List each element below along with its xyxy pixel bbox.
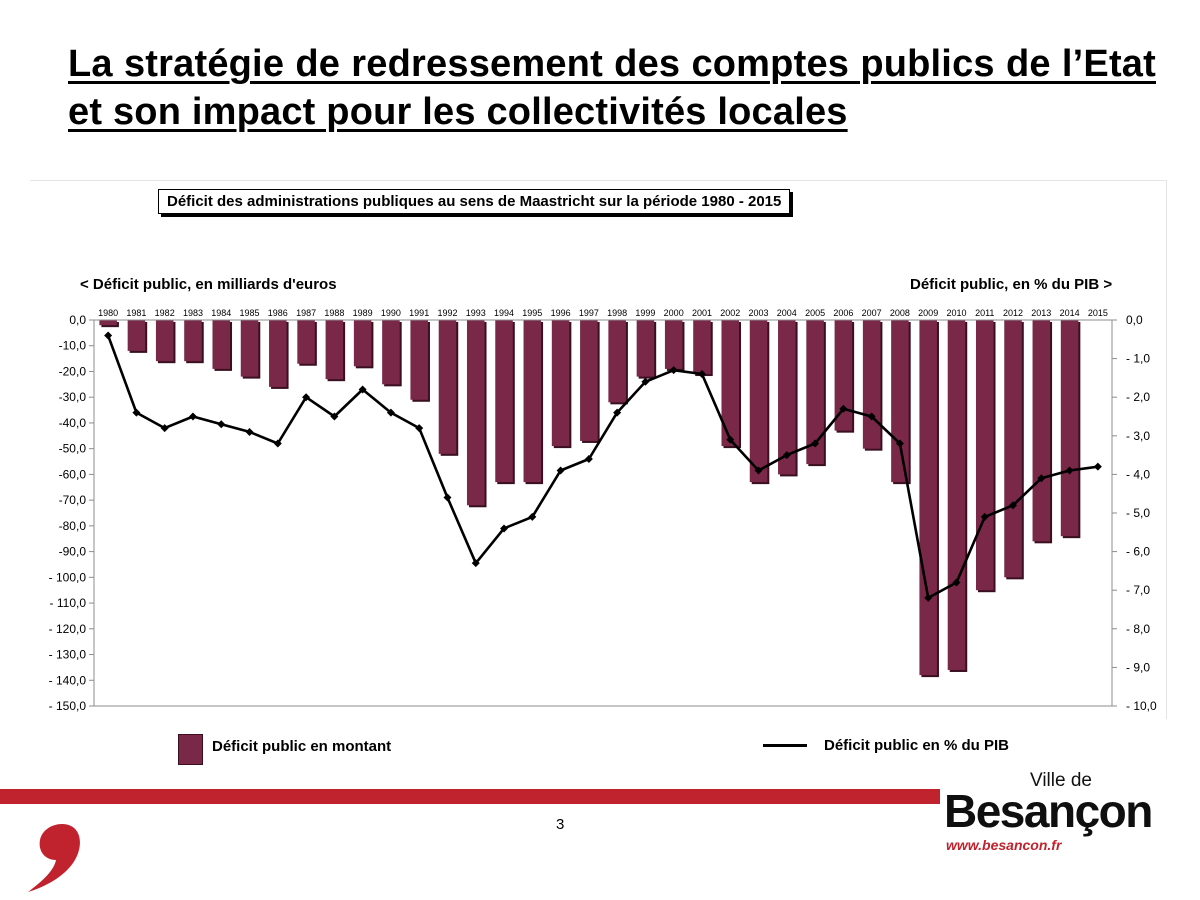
pib-point — [443, 494, 451, 502]
bar — [467, 320, 485, 505]
x-category-label: 2007 — [861, 308, 882, 318]
bar — [835, 320, 853, 431]
y-right-tick-label: - 7,0 — [1126, 583, 1151, 598]
x-category-label: 1995 — [522, 308, 543, 318]
bar — [382, 320, 400, 384]
bar — [580, 320, 598, 441]
y-right-tick-label: - 1,0 — [1126, 351, 1151, 366]
y-left-tick-label: -40,0 — [58, 415, 86, 430]
y-right-tick-label: - 4,0 — [1126, 467, 1151, 482]
x-category-label: 1982 — [154, 308, 175, 318]
x-category-label: 2002 — [720, 308, 741, 318]
y-right-tick-label: 0,0 — [1126, 313, 1143, 327]
bar — [524, 320, 542, 482]
x-category-label: 1997 — [578, 308, 599, 318]
x-category-label: 1999 — [635, 308, 656, 318]
y-left-tick-label: -70,0 — [58, 493, 86, 508]
bar — [552, 320, 570, 446]
bar — [99, 320, 117, 325]
slide-title: La stratégie de redressement des comptes publics de l’Etat et son impact pour les collectivités locales — [68, 43, 1156, 133]
bar — [608, 320, 626, 402]
x-category-label: 2005 — [805, 308, 826, 318]
y-right-tick-label: - 9,0 — [1126, 660, 1151, 675]
y-right-tick-label: - 5,0 — [1126, 506, 1151, 520]
bar — [297, 320, 315, 364]
bar — [750, 320, 768, 482]
legend-line-swatch — [763, 744, 807, 747]
bar — [212, 320, 230, 369]
y-left-tick-label: -10,0 — [58, 338, 86, 353]
y-left-tick-label: - 120,0 — [48, 621, 86, 636]
x-category-label: 2008 — [889, 308, 910, 318]
bar — [948, 320, 966, 670]
pib-point — [217, 420, 225, 428]
y-left-tick-label: -90,0 — [58, 544, 86, 559]
x-category-label: 1988 — [324, 308, 345, 318]
y-right-tick-label: - 8,0 — [1126, 621, 1151, 636]
x-category-label: 1986 — [267, 308, 288, 318]
x-category-label: 2015 — [1087, 308, 1108, 318]
y-left-tick-label: - 110,0 — [49, 596, 86, 611]
x-category-label: 1987 — [296, 308, 317, 318]
x-category-label: 1998 — [607, 308, 628, 318]
y-left-tick-label: 0,0 — [69, 313, 86, 327]
y-right-tick-label: - 3,0 — [1126, 428, 1151, 443]
bar — [156, 320, 174, 361]
chart-title: Déficit des administrations publiques au sens de Maastricht sur la période 1980 - 2015 — [158, 189, 790, 214]
bar — [495, 320, 513, 482]
x-category-label: 1992 — [437, 308, 458, 318]
bar — [439, 320, 457, 454]
x-category-label: 2011 — [975, 308, 995, 318]
y-left-tick-label: -50,0 — [58, 441, 86, 456]
pib-point — [104, 331, 112, 339]
x-category-label: 2003 — [748, 308, 769, 318]
x-category-label: 1994 — [494, 308, 515, 318]
y-right-tick-label: - 2,0 — [1126, 390, 1151, 405]
y-axis-right-label: Déficit public, en % du PIB > — [910, 276, 1113, 293]
x-category-label: 2010 — [946, 308, 967, 318]
pib-point — [1094, 463, 1102, 471]
bar — [1033, 320, 1051, 541]
page-number: 3 — [556, 816, 565, 833]
legend-bar-swatch — [178, 734, 203, 765]
x-category-label: 2014 — [1059, 308, 1080, 318]
y-left-tick-label: -80,0 — [58, 518, 86, 533]
bar — [919, 320, 937, 675]
pib-point — [246, 428, 254, 436]
y-right-tick-label: - 10,0 — [1126, 699, 1157, 713]
x-category-label: 1996 — [550, 308, 571, 318]
x-category-label: 1990 — [380, 308, 401, 318]
x-category-label: 1981 — [126, 308, 147, 318]
bar — [1004, 320, 1022, 577]
y-left-tick-label: - 140,0 — [48, 673, 86, 688]
x-category-label: 1980 — [98, 308, 119, 318]
bar — [354, 320, 372, 366]
y-axis-left-label: < Déficit public, en milliards d'euros — [80, 276, 337, 293]
bar — [891, 320, 909, 482]
legend-line-label: Déficit public en % du PIB — [824, 737, 1010, 754]
bar — [693, 320, 711, 374]
pib-point — [189, 413, 197, 421]
y-left-tick-label: -30,0 — [58, 390, 86, 405]
bar — [326, 320, 344, 379]
bar — [241, 320, 259, 377]
bar — [184, 320, 202, 361]
x-category-label: 1983 — [182, 308, 203, 318]
bar — [637, 320, 655, 377]
bar — [976, 320, 994, 590]
logo-ville-de: Ville de — [1030, 770, 1092, 791]
comma-logo-icon — [22, 820, 86, 896]
logo-besancon: Besançon — [944, 785, 1152, 837]
x-category-label: 2000 — [663, 308, 684, 318]
legend-bar-label: Déficit public en montant — [212, 738, 392, 755]
y-left-tick-label: - 150,0 — [48, 699, 86, 713]
footer-red-bar — [0, 789, 940, 804]
x-category-label: 2004 — [776, 308, 797, 318]
x-category-label: 2012 — [1003, 308, 1024, 318]
x-category-label: 1984 — [211, 308, 232, 318]
bar — [128, 320, 146, 351]
y-right-tick-label: - 6,0 — [1126, 544, 1151, 559]
bar — [1061, 320, 1079, 536]
y-left-tick-label: - 100,0 — [48, 570, 86, 585]
x-category-label: 2006 — [833, 308, 854, 318]
x-category-label: 1991 — [409, 308, 430, 318]
logo-url: www.besancon.fr — [946, 837, 1062, 853]
y-left-tick-label: -60,0 — [58, 467, 86, 482]
x-category-label: 1985 — [239, 308, 260, 318]
bar — [665, 320, 683, 369]
x-category-label: 2001 — [691, 308, 712, 318]
x-category-label: 2013 — [1031, 308, 1052, 318]
bar — [269, 320, 287, 387]
x-category-label: 1989 — [352, 308, 373, 318]
y-left-tick-label: - 130,0 — [48, 647, 86, 662]
x-category-label: 1993 — [465, 308, 486, 318]
x-category-label: 2009 — [918, 308, 939, 318]
y-left-tick-label: -20,0 — [58, 364, 86, 379]
bar — [863, 320, 881, 449]
bar — [410, 320, 428, 400]
